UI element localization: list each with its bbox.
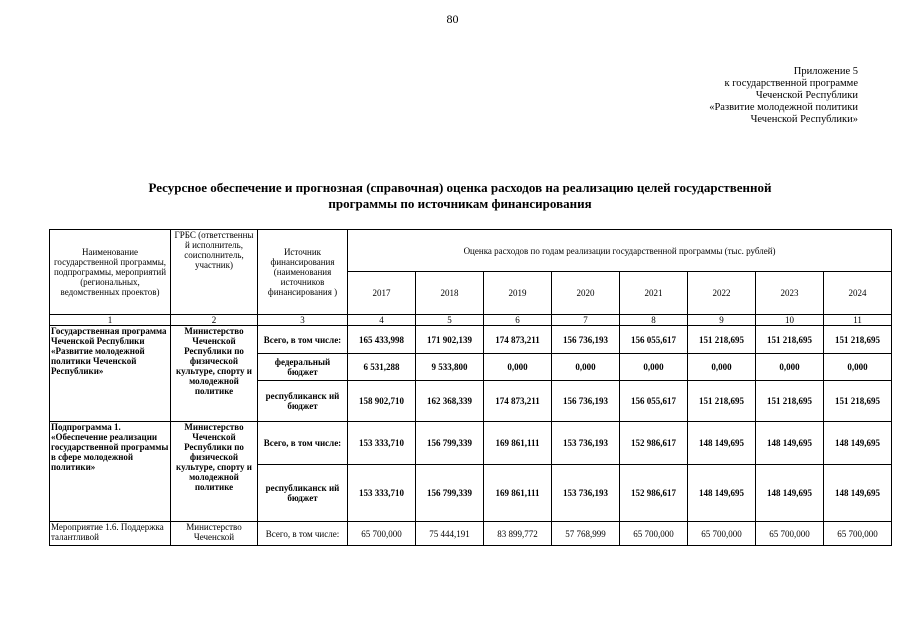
table-row [50,422,892,465]
grbs-cell: Министерство Чеченской Республики по физической культуре, спорту и молодежной политике [171,422,258,522]
grbs-cell: Министерство Чеченской [171,522,258,546]
header-year: 2017 [348,272,416,315]
value-cell: 162 368,339 [416,381,484,422]
value-cell: 148 149,695 [824,422,892,465]
source-cell: федеральный бюджет [258,354,348,381]
value-cell: 0,000 [552,354,620,381]
value-cell: 83 899,772 [484,522,552,546]
value-cell: 148 149,695 [688,422,756,465]
value-cell: 156 736,193 [552,326,620,354]
value-cell: 6 531,288 [348,354,416,381]
column-index: 11 [824,315,892,326]
header-year: 2024 [824,272,892,315]
value-cell: 156 799,339 [416,465,484,522]
header-year: 2019 [484,272,552,315]
program-name-cell: Государственная программа Чеченской Республики «Развитие молодежной политики Чеченской Республики» [50,326,171,422]
column-index: 6 [484,315,552,326]
value-cell: 165 433,998 [348,326,416,354]
column-index: 4 [348,315,416,326]
value-cell: 148 149,695 [688,465,756,522]
value-cell: 75 444,191 [416,522,484,546]
appendix-line: к государственной программе [724,78,858,89]
value-cell: 148 149,695 [756,422,824,465]
value-cell: 65 700,000 [620,522,688,546]
value-cell: 151 218,695 [756,381,824,422]
value-cell: 156 055,617 [620,326,688,354]
header-year: 2022 [688,272,756,315]
source-cell: Всего, в том числе: [258,522,348,546]
value-cell: 153 736,193 [552,465,620,522]
column-index: 2 [171,315,258,326]
value-cell: 169 861,111 [484,422,552,465]
header-year: 2018 [416,272,484,315]
grbs-cell: Министерство Чеченской Республики по физической культуре, спорту и молодежной политике [171,326,258,422]
column-index: 3 [258,315,348,326]
resource-table [49,229,892,546]
value-cell: 148 149,695 [824,465,892,522]
appendix-line: Чеченской Республики» [750,114,858,125]
value-cell: 153 333,710 [348,422,416,465]
value-cell: 0,000 [756,354,824,381]
header-year: 2021 [620,272,688,315]
column-index-row [50,315,892,326]
value-cell: 171 902,139 [416,326,484,354]
value-cell: 0,000 [484,354,552,381]
column-index: 8 [620,315,688,326]
value-cell: 152 986,617 [620,422,688,465]
value-cell: 153 736,193 [552,422,620,465]
value-cell: 151 218,695 [688,326,756,354]
document-title-line: программы по источникам финансирования [328,196,592,211]
source-cell: республиканск ий бюджет [258,381,348,422]
value-cell: 156 799,339 [416,422,484,465]
header-year: 2023 [756,272,824,315]
column-index: 9 [688,315,756,326]
appendix-line: «Развитие молодежной политики [709,102,858,113]
value-cell: 151 218,695 [756,326,824,354]
column-index: 1 [50,315,171,326]
value-cell: 153 333,710 [348,465,416,522]
program-name-cell: Подпрограмма 1. «Обеспечение реализации государственной программы в сфере молодежной политики» [50,422,171,522]
header-years-group: Оценка расходов по годам реализации государственной программы (тыс. рублей) [348,230,892,272]
value-cell: 9 533,800 [416,354,484,381]
appendix-note [709,66,858,126]
value-cell: 174 873,211 [484,326,552,354]
value-cell: 151 218,695 [824,381,892,422]
source-cell: республиканск ий бюджет [258,465,348,522]
header-grbs: ГРБС (ответственны й исполнитель, соисполнитель, участник) [171,230,258,315]
document-title [60,180,860,212]
value-cell: 148 149,695 [756,465,824,522]
table-row [50,326,892,354]
value-cell: 151 218,695 [688,381,756,422]
appendix-line: Приложение 5 [793,66,858,77]
source-cell: Всего, в том числе: [258,326,348,354]
document-title-line: Ресурсное обеспечение и прогнозная (справочная) оценка расходов на реализацию целей государственной [148,180,772,195]
source-cell: Всего, в том числе: [258,422,348,465]
value-cell: 156 736,193 [552,381,620,422]
table-row [50,522,892,546]
value-cell: 158 902,710 [348,381,416,422]
header-year: 2020 [552,272,620,315]
appendix-line: Чеченской Республики [755,90,858,101]
value-cell: 152 986,617 [620,465,688,522]
value-cell: 0,000 [824,354,892,381]
value-cell: 174 873,211 [484,381,552,422]
page-number: 80 [446,12,459,26]
header-source: Источник финансирования (наименования источников финансирования ) [258,230,348,315]
value-cell: 65 700,000 [688,522,756,546]
column-index: 10 [756,315,824,326]
value-cell: 65 700,000 [348,522,416,546]
value-cell: 151 218,695 [824,326,892,354]
value-cell: 65 700,000 [824,522,892,546]
value-cell: 57 768,999 [552,522,620,546]
header-program-name: Наименование государственной программы, подпрограммы, мероприятий (региональных, ведомственных проектов) [50,230,171,315]
value-cell: 0,000 [620,354,688,381]
value-cell: 65 700,000 [756,522,824,546]
program-name-cell: Мероприятие 1.6. Поддержка талантливой [50,522,171,546]
column-index: 5 [416,315,484,326]
value-cell: 0,000 [688,354,756,381]
column-index: 7 [552,315,620,326]
value-cell: 156 055,617 [620,381,688,422]
value-cell: 169 861,111 [484,465,552,522]
